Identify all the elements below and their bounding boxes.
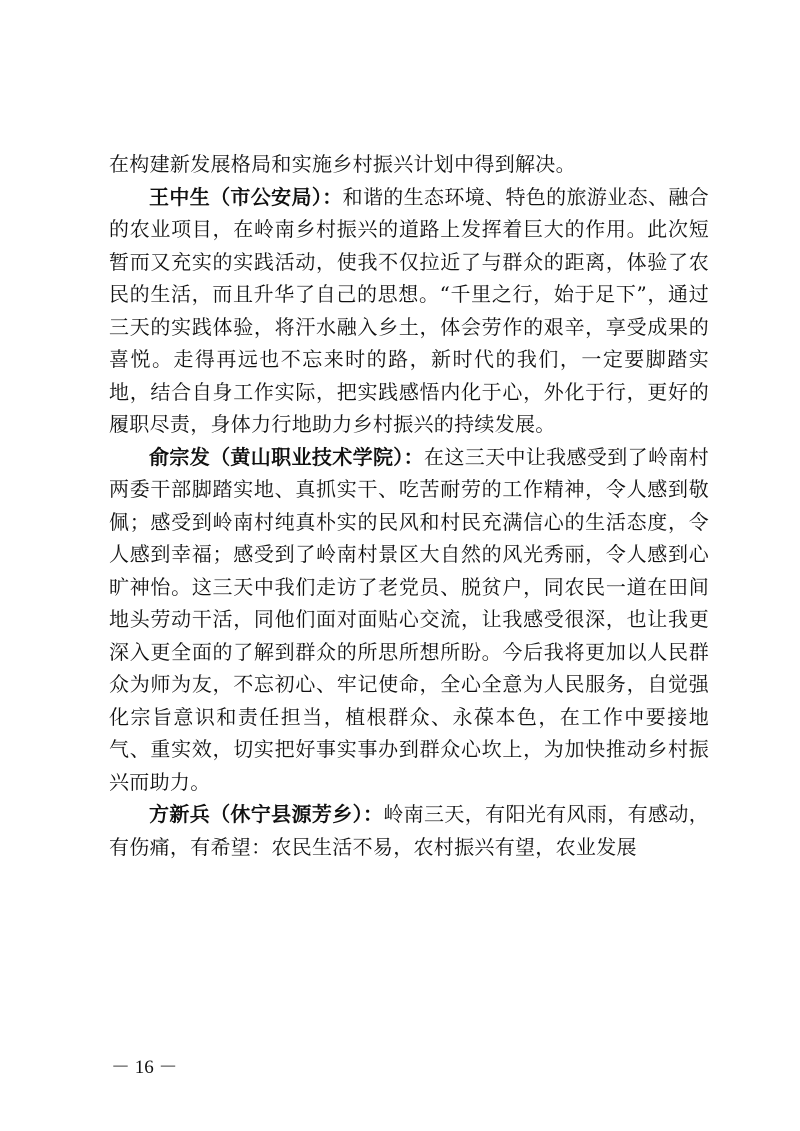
paragraph-text: 和谐的生态环境、特色的旅游业态、融合的农业项目，在岭南乡村振兴的道路上发挥着巨大的作用。此次短暂而又充实的实践活动，使我不仅拉近了与群众的距离，体验了农民的生活，而且升华了自己的思想。“千里之行，始于足下”，通过三天的实践体验，将汗水融入乡土，体会劳作的艰辛，享受成果的喜悦。走得再远也不忘来时的路，新时代的我们，一定要脚踏实地，结合自身工作实际，把实践感悟内化于心，外化于行，更好的履职尽责，身体力行地助力乡村振兴的持续发展。 bbox=[109, 184, 709, 436]
paragraph-continuation bbox=[109, 148, 709, 181]
speaker-name: 王中生（市公安局）： bbox=[149, 184, 343, 209]
paragraph-fang-xinbing bbox=[109, 798, 709, 863]
page-number: － 16 － bbox=[111, 1057, 178, 1078]
paragraph-yu-zongfa bbox=[109, 441, 709, 799]
body-text bbox=[109, 148, 709, 863]
paragraph-text: 岭南三天，有阳光有风雨，有感动，有伤痛，有希望：农民生活不易，农村振兴有望，农业发展 bbox=[109, 802, 709, 859]
paragraph-text: 在构建新发展格局和实施乡村振兴计划中得到解决。 bbox=[109, 152, 576, 176]
speaker-name: 俞宗发（黄山职业技术学院）： bbox=[149, 444, 425, 469]
paragraph-text: 在这三天中让我感受到了岭南村两委干部脚踏实地、真抓实干、吃苦耐劳的工作精神，令人感到敬佩；感受到岭南村纯真朴实的民风和村民充满信心的生活态度，令人感到幸福；感受到了岭南村景区大自然的风光秀丽，令人感到心旷神怡。这三天中我们走访了老党员、脱贫户，同农民一道在田间地头劳动干活，同他们面对面贴心交流，让我感受很深，也让我更深入更全面的了解到群众的所思所想所盼。今后我将更加以人民群众为师为友，不忘初心、牢记使命，全心全意为人民服务，自觉强化宗旨意识和责任担当，植根群众、永葆本色，在工作中要接地气、重实效，切实把好事实事办到群众心坎上，为加快推动乡村振兴而助力。 bbox=[109, 444, 709, 794]
speaker-name: 方新兵（休宁县源芳乡）： bbox=[149, 802, 384, 826]
paragraph-wang-zhongsheng bbox=[109, 181, 709, 441]
